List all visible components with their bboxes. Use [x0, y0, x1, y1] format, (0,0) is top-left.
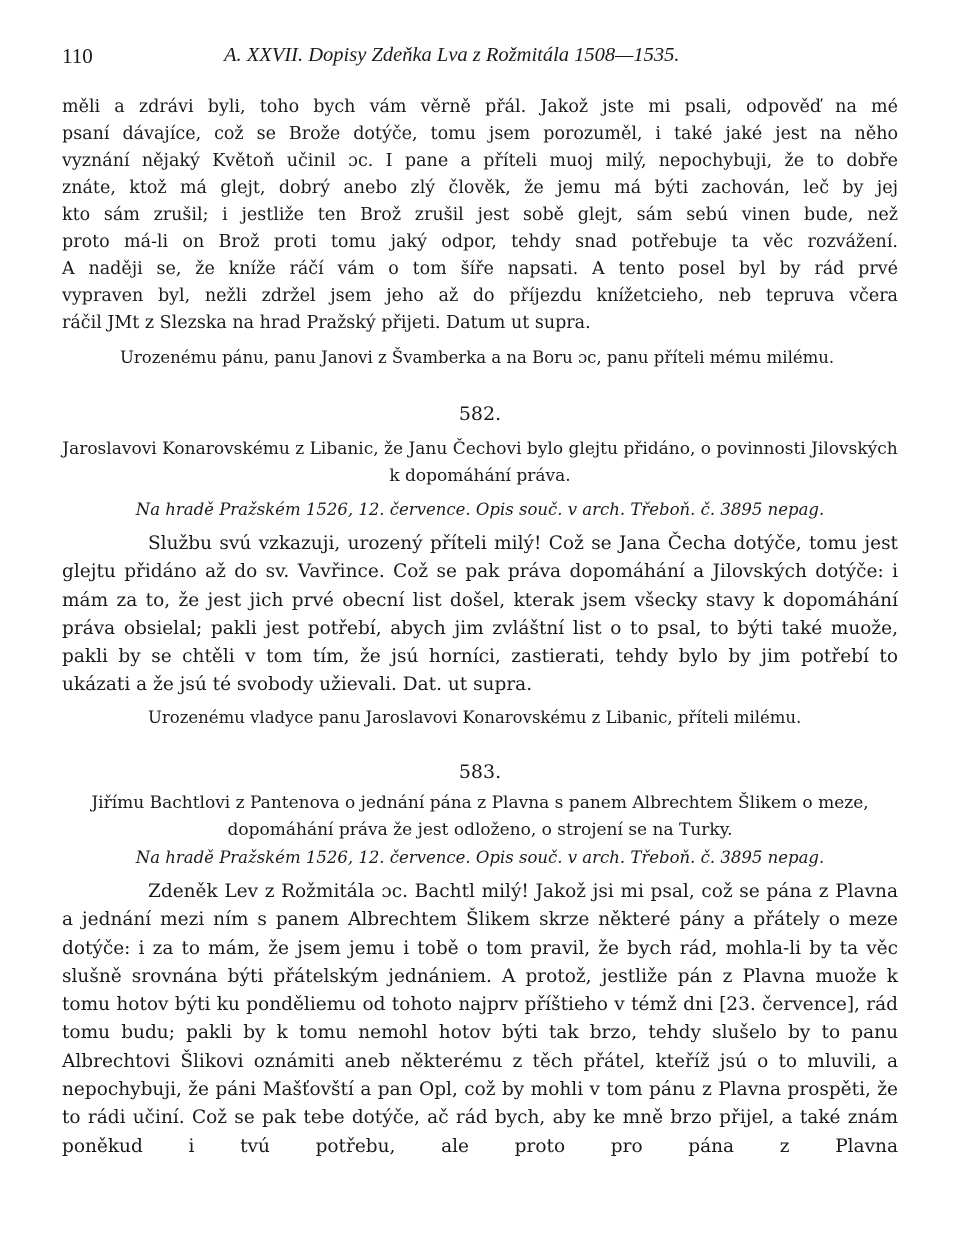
continuation-line: znáte, ktož má glejt, dobrý anebo zlý člověk, že jemu má býti zachován, leč by jej [62, 178, 898, 198]
letter-source: Na hradě Pražském 1526, 12. července. Opis souč. v arch. Třeboň. č. 3895 nepag. [135, 500, 825, 519]
running-head: A. XXVII. Dopisy Zdeňka Lva z Rožmitála 1508—1535. [224, 44, 680, 66]
letter-address: Urozenému pánu, panu Janovi z Švamberka a na Boru ɔc, panu příteli mému milému. [120, 348, 835, 367]
continuation-line: vyznání nějaký Květoň učinil ɔc. I pane a příteli muoj milý, nepochybuji, že to dobře [62, 151, 898, 171]
page-header [62, 44, 898, 74]
continuation-line: proto má-li on Brož proti tomu jaký odpor, tehdy snad potřebuje ta věc rozvážení. [62, 232, 898, 252]
letter-text: Službu svú vzkazuji, urozený příteli milý! Což se Jana Čecha dotýče, tomu jest glejtu přidáno až do sv. Vavřince. Což se pak práva dopomáhání a Jilovských dotýče: i mám za to, že jest jich prvé obecní list došel, kterak jsem všecky stavy k dopomáhání práva obsielal; pakli jest potřebí, abych jim zvláštní list o to psal, to býti také muože, pakli by se chtěli v tom tím, že jsú horníci, zastierati, tehdy bylo by jim potřebí to ukázati a že jsú té svobody užievali. Dat. ut supra. [62, 533, 898, 696]
letter-text: Zdeněk Lev z Rožmitála ɔc. Bachtl milý! Jakož jsi mi psal, což se pána z Plavna a jednání mezi ním s panem Albrechtem Šlikem skrze některé pány a přátely o meze dotýče: i za to mám, že jsem jemu i tobě o tom pravil, že bych rád, mohla-li by ta věc slušně srovnána býti přátelským jednániem. A protož, jestliže pán z Plavna muože k tomu hotov býti ku ponděliemu od tohoto najprv příštieho v témž dni [23. července], rád tomu budu; pakli by k tomu nemohl hotov býti tak brzo, tehdy slušelo by to panu Albrechtovi Šlikovi oznámiti aneb některému z těch přátel, kteříž jsú o to mluvili, a nepochybuji, že páni Mašťovští a pan Opl, což by mohli v tom pánu z Plavna prospěti, že to rádi učiní. Což se pak tebe dotýče, ač rád bych, aby ke mně brzo přijel, a také znám poněkud i tvú potřebu, ale proto pro pána z Plavna [62, 881, 898, 1157]
continuation-line: A naději se, že kníže ráčí vám o tom šíře napsati. A tento posel byl by rád prvé [62, 259, 898, 279]
letter-number: 582. [458, 403, 502, 425]
letter-address: Urozenému vladyce panu Jaroslavovi Konarovskému z Libanic, příteli milému. [148, 708, 802, 727]
continuation-line: psaní dávajíce, což se Brože dotýče, tomu jsem porozuměl, i také jaké jest na něho [62, 124, 898, 144]
letter-summary: Jiřímu Bachtlovi z Pantenova o jednání pána z Plavna s panem Albrechtem Šlikem o meze, dopomáhání práva že jest odloženo, o strojení se na Turky. [91, 793, 869, 840]
letter-source: Na hradě Pražském 1526, 12. července. Opis souč. v arch. Třeboň. č. 3895 nepag. [135, 848, 825, 867]
letter-number: 583. [458, 761, 502, 783]
continuation-line: vypraven byl, nežli zdržel jsem jeho až do příjezdu knížetcieho, neb tepruva včera [62, 286, 898, 306]
continuation-line: měli a zdrávi byli, toho bych vám věrně přál. Jakož jste mi psali, odpověď na mé [62, 97, 898, 117]
page-number: 110 [62, 44, 93, 68]
continuation-line: ráčil JMt z Slezska na hrad Pražský přijeti. Datum ut supra. [62, 313, 591, 333]
letter-summary: Jaroslavovi Konarovskému z Libanic, že Janu Čechovi bylo glejtu přidáno, o povinnosti Jilovských k dopomáhání práva. [62, 439, 898, 486]
continuation-line: kto sám zrušil; i jestliže ten Brož zrušil jest sobě glejt, sám sebú vinen bude, než [62, 205, 898, 225]
